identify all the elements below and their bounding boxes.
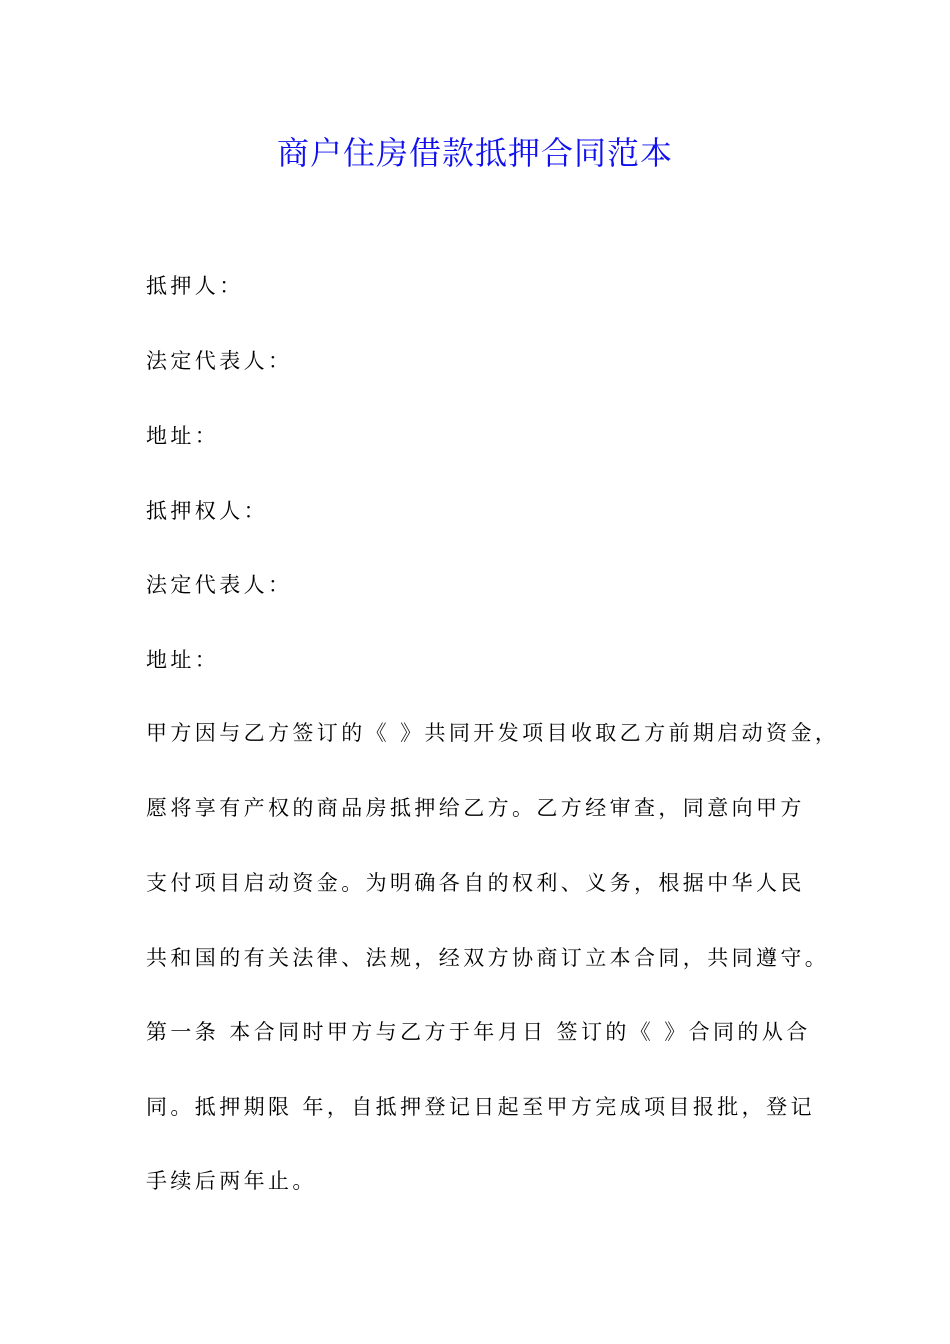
mortgagor-address-label: 地址： xyxy=(146,424,220,448)
preamble-line: 共和国的有关法律、法规，经双方协商订立本合同，共同遵守。 xyxy=(146,946,830,970)
preamble-line: 支付项目启动资金。为明确各自的权利、义务，根据中华人民 xyxy=(146,871,805,895)
mortgagee-legal-rep-label: 法定代表人： xyxy=(146,573,293,597)
mortgagee-address-label: 地址： xyxy=(146,648,220,672)
preamble-line: 甲方因与乙方签订的《 》共同开发项目收取乙方前期启动资金， xyxy=(146,721,840,745)
mortgagor-label: 抵押人： xyxy=(146,274,244,298)
mortgagee-label: 抵押权人： xyxy=(146,499,268,523)
article-one-line: 第一条 本合同时甲方与乙方于年月日 签订的《 》合同的从合 xyxy=(146,1020,811,1044)
mortgagor-legal-rep-label: 法定代表人： xyxy=(146,349,293,373)
preamble-line: 愿将享有产权的商品房抵押给乙方。乙方经审查，同意向甲方 xyxy=(146,796,805,820)
article-one-line: 同。抵押期限 年，自抵押登记日起至甲方完成项目报批，登记 xyxy=(146,1095,815,1119)
article-one-line: 手续后两年止。 xyxy=(146,1169,317,1193)
document-title: 商户住房借款抵押合同范本 xyxy=(276,134,673,172)
